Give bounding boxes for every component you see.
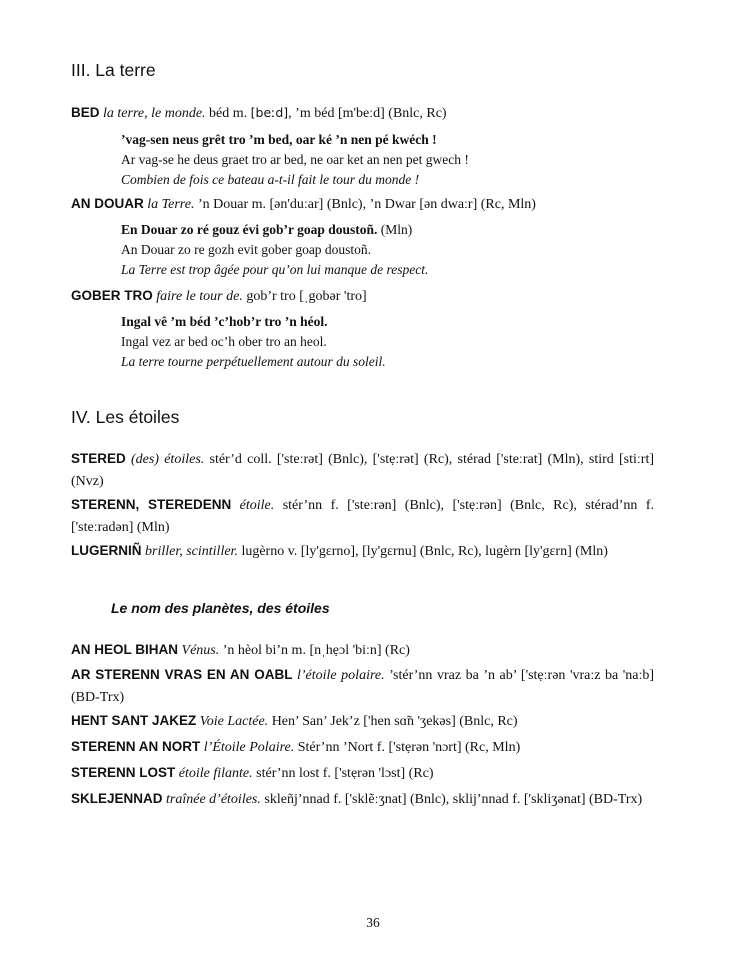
headword: AR STERENN VRAS EN AN OABL: [71, 667, 293, 682]
gloss: faire le tour de.: [156, 289, 243, 304]
example-standard: Ingal vez ar bed oc’h ober tro an heol.: [121, 334, 327, 349]
entry-body: Hen’ San’ Jek’z ['hen sɑ̃n 'ʒekəs] (Bnlc, Rc): [268, 714, 518, 729]
gloss: étoile filante.: [178, 766, 253, 781]
gloss: Voie Lactée.: [199, 714, 269, 729]
headword: AN DOUAR: [71, 196, 144, 211]
gloss: la Terre.: [147, 197, 195, 212]
entry-body: béd m.: [205, 106, 251, 121]
gloss: (des) étoiles.: [131, 452, 205, 467]
example-block-gober-tro: [121, 312, 641, 372]
section-heading-les-etoiles: IV. Les étoiles: [71, 407, 180, 427]
headword: BED: [71, 105, 100, 120]
entry-gober-tro: [71, 285, 654, 308]
example-translation: La Terre est trop âgée pour qu’on lui manque de respect.: [121, 262, 429, 277]
entry-body-rest: , ’m béd [m'beːd] (Bnlc, Rc): [288, 106, 447, 121]
entry-body: stér’d coll. ['steːrət] (Bnlc), ['stẹːrət] (Rc), stérad ['steːrat] (Mln), stird [stiːrt] (Nvz): [71, 452, 654, 489]
entry-body: ’n hèol bi’n m. [nˌhẹɔl 'biːn] (Rc): [219, 643, 410, 658]
entry-an-douar: [71, 193, 654, 216]
example-block-an-douar: [121, 220, 641, 280]
headword: LUGERNIÑ: [71, 543, 142, 558]
headword: STERENN, STEREDENN: [71, 497, 232, 512]
example-standard: An Douar zo re gozh evit gober goap doustoñ.: [121, 242, 372, 257]
entry-bed: [71, 102, 654, 125]
example-dialect: ’vag-sen neus grêt tro ’m bed, oar ké ’n nen pé kwéch !: [121, 132, 437, 147]
section-heading-la-terre: III. La terre: [71, 60, 156, 80]
entry-body: ’stér’nn vraz ba ’n ab’ ['stẹːrən 'vraːz ba 'naːb] (BD-Trx): [71, 668, 655, 705]
example-block-bed: [121, 130, 641, 190]
page-number: 36: [366, 915, 380, 930]
entry-sterenn-an-nort: [71, 736, 654, 759]
entry-sterenn: [71, 494, 654, 539]
entry-body: gob’r tro [ˌgobər 'tro]: [242, 289, 367, 304]
example-standard: Ar vag-se he deus graet tro ar bed, ne oar ket an nen pet gwech !: [121, 152, 469, 167]
gloss: l’Étoile Polaire.: [203, 740, 295, 755]
headword: GOBER TRO: [71, 288, 153, 303]
example-dialect: Ingal vê ’m béd ’c’hob’r tro ’n héol.: [121, 314, 328, 329]
gloss: Vénus.: [181, 643, 220, 658]
entry-ar-sterenn-vras: [71, 664, 654, 709]
entry-an-heol-bihan: [71, 639, 654, 662]
entry-lugernin: [71, 540, 654, 563]
gloss: étoile.: [239, 498, 275, 513]
gloss: la terre, le monde.: [103, 106, 206, 121]
example-translation: La terre tourne perpétuellement autour du soleil.: [121, 354, 386, 369]
headword: STERED: [71, 451, 126, 466]
entry-body: skleñj’nnad f. ['sklẽːʒnat] (Bnlc), sklij’nnad f. ['skliʒənat] (BD-Trx): [260, 792, 643, 807]
entry-body: lugèrno v. [ly'gɛrno], [ly'gɛrnu] (Bnlc, Rc), lugèrn [ly'gɛrn] (Mln): [237, 544, 608, 559]
subheading-planets: Le nom des planètes, des étoiles: [111, 600, 330, 616]
entry-body: stér’nn f. ['steːrən] (Bnlc), ['stẹːrən] (Bnlc, Rc), stérad’nn f. ['steːradən] (Mln): [71, 498, 654, 535]
headword: SKLEJENNAD: [71, 791, 163, 806]
example-dialect: En Douar zo ré gouz évi gob’r goap doustoñ.: [121, 222, 378, 237]
entry-stered: [71, 448, 654, 493]
example-dialect-line: [121, 220, 641, 240]
headword: AN HEOL BIHAN: [71, 642, 179, 657]
example-translation: Combien de fois ce bateau a-t-il fait le tour du monde !: [121, 172, 420, 187]
entry-body: Stér’nn ’Nort f. ['stẹrən 'nɔrt] (Rc, Mln): [294, 740, 521, 755]
headword: STERENN AN NORT: [71, 739, 201, 754]
example-source: (Mln): [377, 222, 413, 237]
headword: HENT SANT JAKEZ: [71, 713, 197, 728]
headword: STERENN LOST: [71, 765, 176, 780]
ipa: [beːd]: [250, 105, 289, 120]
entry-hent-sant-jakez: [71, 710, 654, 733]
gloss: briller, scintiller.: [145, 544, 238, 559]
gloss: l’étoile polaire.: [297, 668, 385, 683]
entry-body: ’n Douar m. [ən'duːar] (Bnlc), ’n Dwar [ən dwaːr] (Rc, Mln): [194, 197, 536, 212]
entry-body: stér’nn lost f. ['stẹrən 'lɔst] (Rc): [252, 766, 434, 781]
entry-sterenn-lost: [71, 762, 654, 785]
entry-sklejennad: [71, 788, 654, 811]
gloss: traînée d’étoiles.: [166, 792, 261, 807]
